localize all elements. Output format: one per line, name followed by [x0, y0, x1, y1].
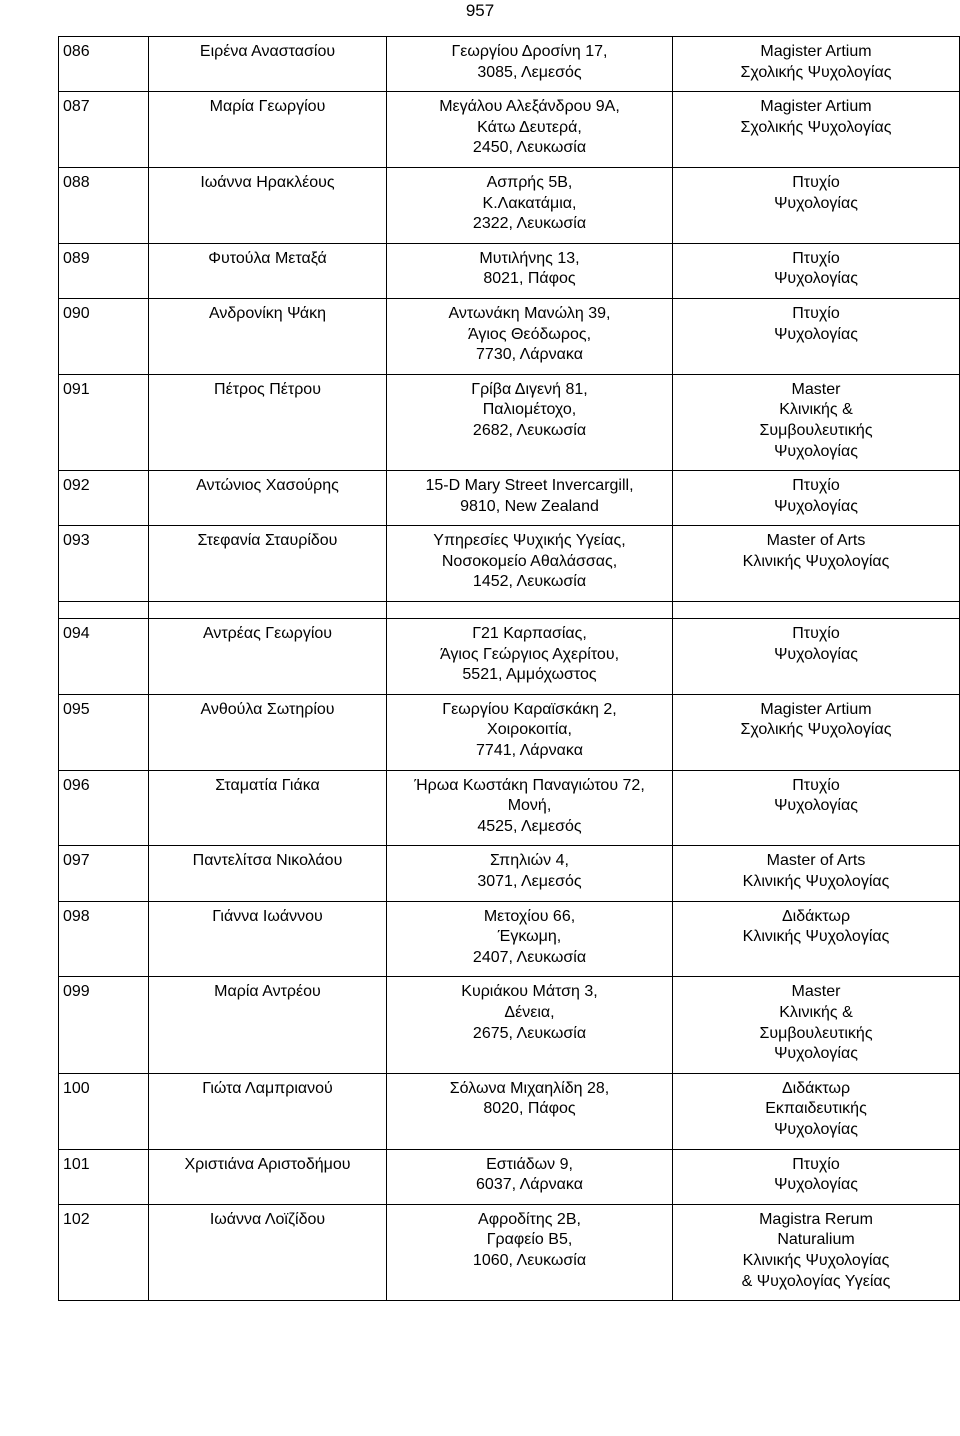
registry-number: 093 [59, 526, 149, 602]
registry-number: 088 [59, 167, 149, 243]
table-row [59, 770, 960, 846]
qualification: Magister Artium Σχολικής Ψυχολογίας [673, 694, 960, 770]
registry-number: 092 [59, 471, 149, 526]
spacer-cell [149, 602, 387, 619]
registry-number: 097 [59, 846, 149, 901]
person-name: Μαρία Αντρέου [149, 977, 387, 1073]
registry-number: 101 [59, 1149, 149, 1204]
registry-table [58, 36, 960, 1301]
registry-number: 089 [59, 243, 149, 298]
address: Αντωνάκη Μανώλη 39, Άγιος Θεόδωρος, 7730, Λάρνακα [387, 298, 673, 374]
address: 15-D Mary Street Invercargill, 9810, New Zealand [387, 471, 673, 526]
person-name: Φυτούλα Μεταξά [149, 243, 387, 298]
qualification: Πτυχίο Ψυχολογίας [673, 298, 960, 374]
spacer-cell [673, 602, 960, 619]
spacer-cell [59, 602, 149, 619]
qualification: Magister Artium Σχολικής Ψυχολογίας [673, 92, 960, 168]
registry-number: 095 [59, 694, 149, 770]
address: Μεγάλου Αλεξάνδρου 9Α, Κάτω Δευτερά, 2450, Λευκωσία [387, 92, 673, 168]
qualification: Πτυχίο Ψυχολογίας [673, 619, 960, 695]
table-spacer-row [59, 602, 960, 619]
table-row [59, 243, 960, 298]
person-name: Αντώνιος Χασούρης [149, 471, 387, 526]
address: Γεωργίου Δροσίνη 17, 3085, Λεμεσός [387, 37, 673, 92]
person-name: Ανθούλα Σωτηρίου [149, 694, 387, 770]
person-name: Ιωάννα Ηρακλέους [149, 167, 387, 243]
qualification: Διδάκτωρ Εκπαιδευτικής Ψυχολογίας [673, 1073, 960, 1149]
registry-number: 090 [59, 298, 149, 374]
qualification: Πτυχίο Ψυχολογίας [673, 243, 960, 298]
qualification: Πτυχίο Ψυχολογίας [673, 167, 960, 243]
address: Σπηλιών 4, 3071, Λεμεσός [387, 846, 673, 901]
table-row [59, 37, 960, 92]
table-row [59, 298, 960, 374]
address: Ασπρής 5Β, Κ.Λακατάμια, 2322, Λευκωσία [387, 167, 673, 243]
qualification: Master Κλινικής & Συμβουλευτικής Ψυχολογίας [673, 977, 960, 1073]
spacer-cell [387, 602, 673, 619]
table-row [59, 619, 960, 695]
address: Γ21 Καρπασίας, Άγιος Γεώργιος Αχερίτου, 5521, Αμμόχωστος [387, 619, 673, 695]
person-name: Χριστιάνα Αριστοδήμου [149, 1149, 387, 1204]
address: Γεωργίου Καραϊσκάκη 2, Χοιροκοιτία, 7741, Λάρνακα [387, 694, 673, 770]
registry-number: 099 [59, 977, 149, 1073]
person-name: Σταματία Γιάκα [149, 770, 387, 846]
person-name: Ιωάννα Λοϊζίδου [149, 1204, 387, 1300]
registry-number: 098 [59, 901, 149, 977]
qualification: Master of Arts Κλινικής Ψυχολογίας [673, 526, 960, 602]
address: Κυριάκου Μάτση 3, Δένεια, 2675, Λευκωσία [387, 977, 673, 1073]
person-name: Στεφανία Σταυρίδου [149, 526, 387, 602]
registry-number: 091 [59, 374, 149, 470]
table-row [59, 694, 960, 770]
table-row [59, 1073, 960, 1149]
person-name: Ανδρονίκη Ψάκη [149, 298, 387, 374]
table-row [59, 846, 960, 901]
person-name: Γιώτα Λαμπριανού [149, 1073, 387, 1149]
address: Μετοχίου 66, Έγκωμη, 2407, Λευκωσία [387, 901, 673, 977]
table-row [59, 977, 960, 1073]
qualification: Master Κλινικής & Συμβουλευτικής Ψυχολογίας [673, 374, 960, 470]
person-name: Ειρένα Αναστασίου [149, 37, 387, 92]
qualification: Magistra Rerum Naturalium Κλινικής Ψυχολογίας & Ψυχολογίας Υγείας [673, 1204, 960, 1300]
qualification: Master of Arts Κλινικής Ψυχολογίας [673, 846, 960, 901]
registry-number: 100 [59, 1073, 149, 1149]
qualification: Πτυχίο Ψυχολογίας [673, 471, 960, 526]
address: Υπηρεσίες Ψυχικής Υγείας, Νοσοκομείο Αθαλάσσας, 1452, Λευκωσία [387, 526, 673, 602]
registry-table-body [59, 37, 960, 1301]
person-name: Παντελίτσα Νικολάου [149, 846, 387, 901]
table-row [59, 92, 960, 168]
address: Αφροδίτης 2Β, Γραφείο Β5, 1060, Λευκωσία [387, 1204, 673, 1300]
person-name: Αντρέας Γεωργίου [149, 619, 387, 695]
address: Ήρωα Κωστάκη Παναγιώτου 72, Μονή, 4525, Λεμεσός [387, 770, 673, 846]
registry-number: 086 [59, 37, 149, 92]
registry-number: 087 [59, 92, 149, 168]
registry-number: 094 [59, 619, 149, 695]
address: Σόλωνα Μιχαηλίδη 28, 8020, Πάφος [387, 1073, 673, 1149]
address: Μυτιλήνης 13, 8021, Πάφος [387, 243, 673, 298]
table-row [59, 167, 960, 243]
address: Γρίβα Διγενή 81, Παλιομέτοχο, 2682, Λευκωσία [387, 374, 673, 470]
table-row [59, 471, 960, 526]
table-row [59, 1204, 960, 1300]
table-row [59, 901, 960, 977]
qualification: Διδάκτωρ Κλινικής Ψυχολογίας [673, 901, 960, 977]
table-row [59, 1149, 960, 1204]
qualification: Πτυχίο Ψυχολογίας [673, 770, 960, 846]
table-row [59, 526, 960, 602]
registry-number: 096 [59, 770, 149, 846]
table-row [59, 374, 960, 470]
qualification: Magister Artium Σχολικής Ψυχολογίας [673, 37, 960, 92]
qualification: Πτυχίο Ψυχολογίας [673, 1149, 960, 1204]
person-name: Γιάννα Ιωάννου [149, 901, 387, 977]
person-name: Μαρία Γεωργίου [149, 92, 387, 168]
page-number: 957 [465, 1, 495, 20]
registry-number: 102 [59, 1204, 149, 1300]
person-name: Πέτρος Πέτρου [149, 374, 387, 470]
address: Εστιάδων 9, 6037, Λάρνακα [387, 1149, 673, 1204]
